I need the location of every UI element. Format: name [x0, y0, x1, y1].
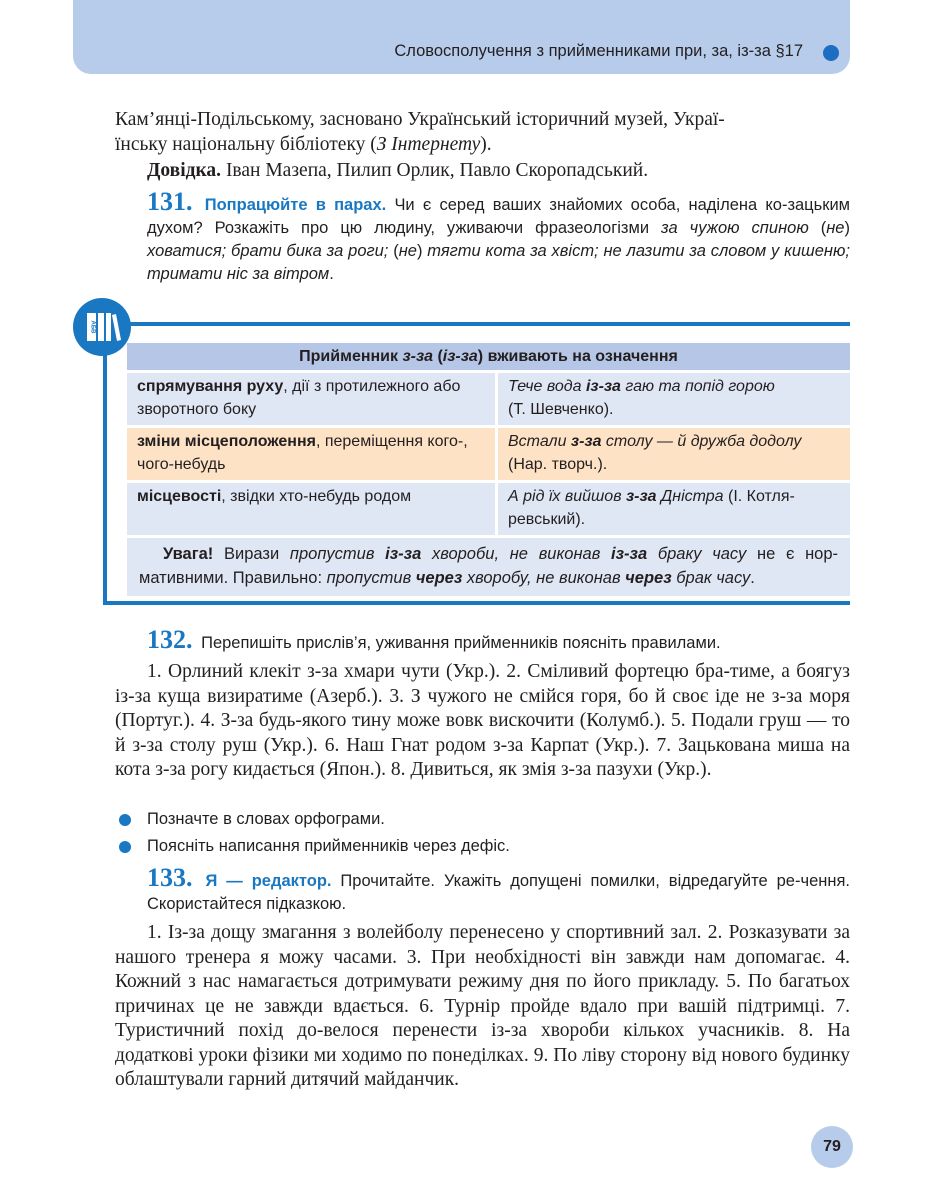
exercise-133-text: 1. Із-за дощу змагання з волейболу перенесено у спортивний зал. 2. Розказувати за нашого тренера я можу часами. 3. При необхідності він завжди нам допомагає. 4. Кожний з нас намагається дотримувати режиму дня по його прикладу. 5. По багатьох причинах це не завжди вдається. 6. Турнір пройде вдало при вашій підтримці. 7. Туристичний похід до-велося перенести із-за хвороби кількох учасників. 8. На додаткові уроки фізики ми ходимо по понеділках. 9. По ліву сторону від нового будинку облаштували гарний дитячий майданчик.	[115, 922, 850, 1090]
header-dot-icon	[823, 45, 839, 61]
reference-note	[147, 159, 847, 184]
exercise-133-heading	[147, 863, 850, 916]
exercise-instruction: Прочитайте. Укажіть допущені помилки, відредагуйте ре-чення. Скористайтеся підказкою.	[147, 872, 850, 913]
rule-note: Увага! Вирази пропустив із-за хвороби, не виконав із-за браку часу не є нор-мативними. Правильно: пропустив через хворобу, не виконав через брак часу.	[139, 545, 839, 587]
rule-meaning: місцевості, звідки хто-небудь родом	[127, 483, 498, 538]
page-header	[73, 0, 850, 74]
task-bullet-2: Поясніть написання прийменників через дефіс.	[147, 837, 510, 855]
rule-meaning: спрямування руху, дії з протилежного або зворотного боку	[127, 373, 498, 428]
table-row	[127, 373, 850, 428]
bullet-icon	[119, 814, 131, 826]
intro-source: З Інтернету	[376, 133, 481, 155]
rule-example: Тече вода із-за гаю та попід горою (Т. Шевченко).	[498, 373, 850, 428]
task-bullet-1: Позначте в словах орфограми.	[147, 810, 385, 828]
bullet-icon	[119, 841, 131, 853]
exercise-number: 132.	[147, 625, 193, 654]
exercise-131: 131. Попрацюйте в парах. Чи є серед ваших знайомих особа, наділена ко-зацьким духом? Розкажіть про цю людину, уживаючи фразеологізми за чужою спиною (не) ховатися; брати бика за роги; (не) тягти кота за хвіст; не лазити за словом у кишеню; тримати ніс за вітром.	[147, 187, 851, 283]
rule-table-heading: Прийменник з-за (із-за) вживають на означення	[127, 343, 850, 373]
intro-paragraph	[115, 108, 850, 157]
reference-label: Довідка.	[147, 160, 222, 181]
intro-line-1: Кам’янці-Подільському, засновано Український історичний музей, Украї-	[115, 109, 725, 130]
exercise-132-text: 1. Орлиний клекіт з-за хмари чути (Укр.). 2. Сміливий фортецю бра-тиме, а боягуз із-за куща визиратиме (Азерб.). 3. З чужого не смійся горя, бо й своє іде не з-за моря (Португ.). 4. З-за будь-якого тину може вовк вискочити (Колумб.). 5. Подали груш — то й з-за столу руш (Укр.). 6. Наш Гнат родом з-за Карпат (Укр.). 7. Зацькована миша на кота з-за рогу кидається (Япон.). 8. Дивиться, як змія з-за пазухи (Укр.).	[115, 661, 850, 780]
exercise-instruction: Перепишіть прислів’я, уживання прийменників поясніть правилами.	[196, 634, 721, 652]
table-row	[127, 428, 850, 483]
exercise-number: 133.	[147, 863, 193, 892]
table-row	[127, 483, 850, 538]
rule-table-panel	[127, 343, 850, 596]
rule-meaning: зміни місцеположення, переміщення кого-, чого-небудь	[127, 428, 498, 483]
page-number: 79	[811, 1126, 853, 1168]
exercise-132-heading	[147, 625, 850, 655]
exercise-number: 131.	[147, 187, 193, 216]
note-label: Увага!	[163, 545, 214, 563]
reference-text: Іван Мазепа, Пилип Орлик, Павло Скоропадський.	[221, 160, 649, 181]
intro-line-2: їнську національну бібліотеку (З Інтернету).	[115, 133, 492, 155]
rule-table	[127, 343, 850, 538]
rule-example: Встали з-за столу — й дружба додолу (Нар. творч.).	[498, 428, 850, 483]
exercise-title: Попрацюйте в парах.	[204, 196, 387, 214]
svg-text:АБВ: АБВ	[89, 320, 96, 334]
section-title: Словосполучення з прийменниками при, за, із-за §17	[394, 42, 803, 60]
rule-example: А рід їх вийшов з-за Дністра (І. Котля-ревський).	[498, 483, 850, 538]
exercise-title: Я — редактор.	[205, 872, 332, 890]
abc-book-icon	[73, 298, 131, 356]
